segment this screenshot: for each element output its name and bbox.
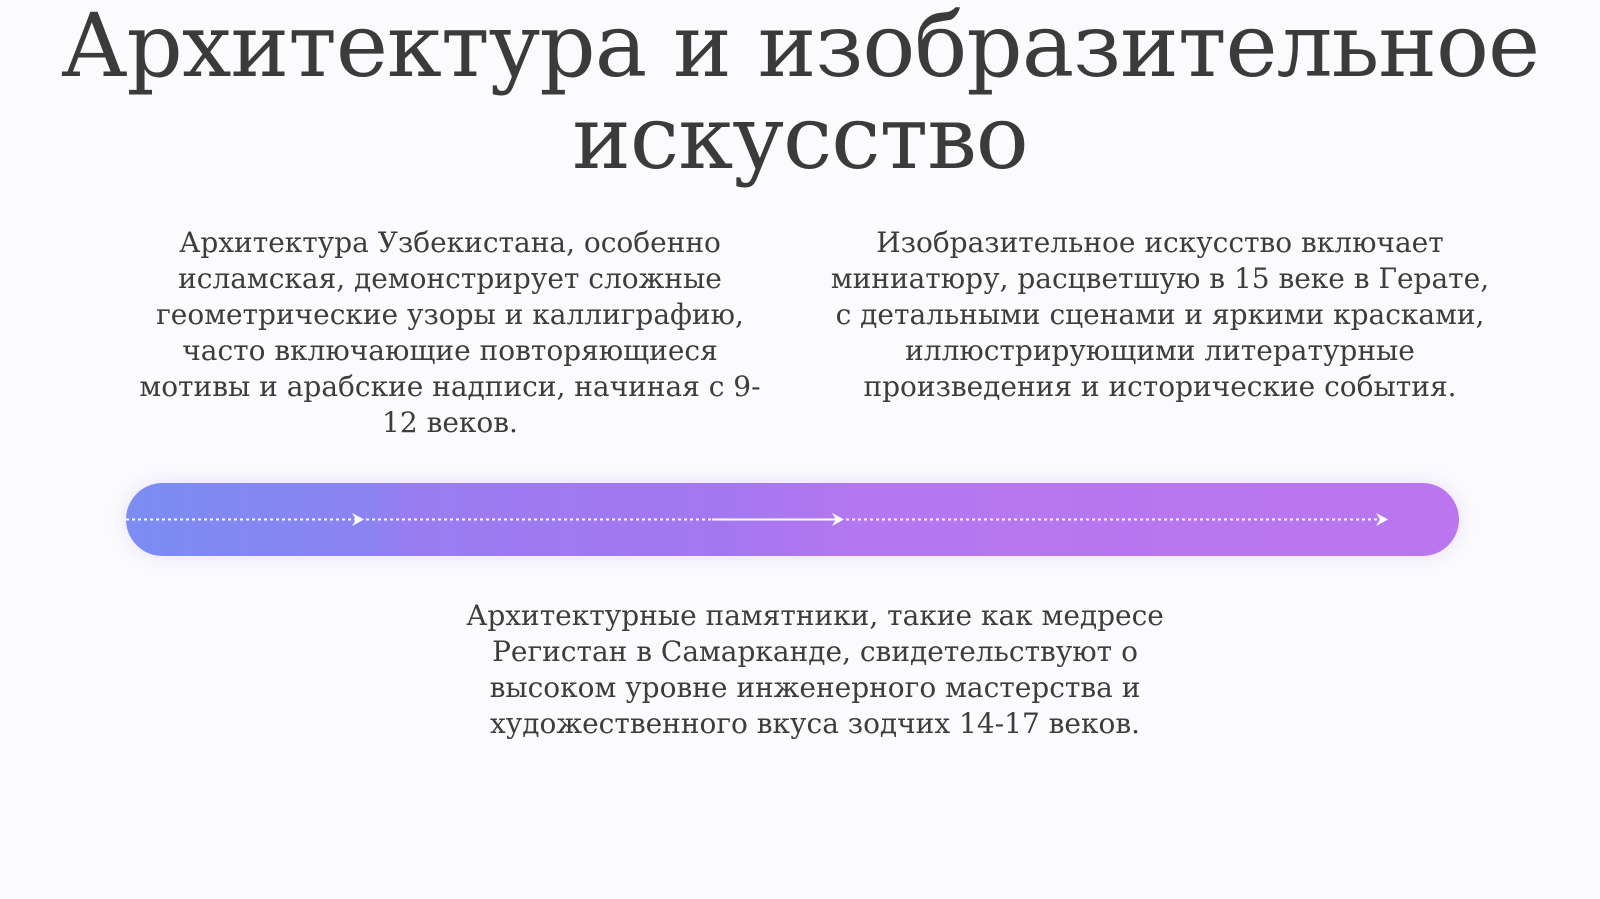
arrow-right-icon (1376, 513, 1388, 526)
arrow-right-icon (352, 513, 364, 526)
text-block-architecture: Архитектура Узбекистана, особенно исламская, демонстрирует сложные геометрические узоры и каллиграфию, часто включающие повторяющиеся мотивы и арабские надписи, начиная с 9-12 веков. (139, 226, 761, 439)
text-block-monuments: Архитектурные памятники, такие как медресе Регистан в Самарканде, свидетельствуют о высоком уровне инженерного мастерства и художественного вкуса зодчих 14-17 веков. (466, 599, 1164, 740)
text-block-fine-art: Изобразительное искусство включает миниатюру, расцветшую в 15 веке в Герате, с детальными сценами и яркими красками, иллюстрирующими литературные произведения и исторические события. (830, 226, 1490, 403)
timeline-arrows (126, 483, 1459, 556)
slide-title: Архитектура и изобразительное искусство (60, 0, 1540, 189)
timeline-bar (126, 483, 1459, 556)
